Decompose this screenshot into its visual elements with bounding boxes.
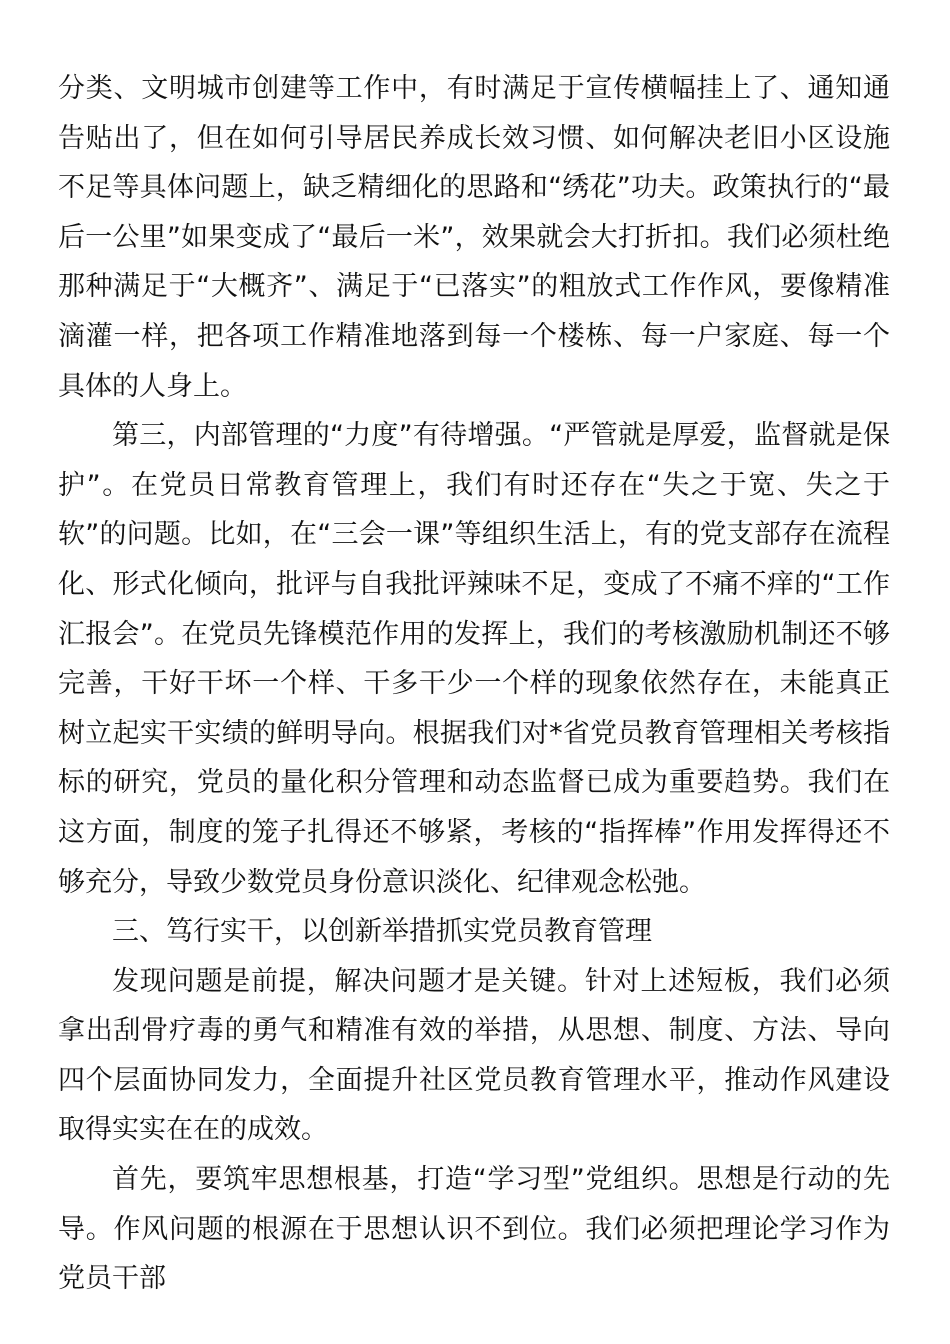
paragraph-continuation: 分类、文明城市创建等工作中，有时满足于宣传横幅挂上了、通知通告贴出了，但在如何引导居民养成长效习惯、如何解决老旧小区设施不足等具体问题上，缺乏精细化的思路和“绣花”功夫。政策执行的“最后一公里”如果变成了“最后一米”，效果就会大打折扣。我们必须杜绝那种满足于“大概齐”、满足于“已落实”的粗放式工作作风，要像精准滴灌一样，把各项工作精准地落到每一个楼栋、每一户家庭、每一个具体的人身上。 (58, 73, 890, 402)
document-body (58, 64, 890, 1304)
section-heading: 三、笃行实干，以创新举措抓实党员教育管理 (112, 916, 652, 948)
paragraph-ideological-foundation: 首先，要筑牢思想根基，打造“学习型”党组织。思想是行动的先导。作风问题的根源在于思想认识不到位。我们必须把理论学习作为党员干部 (58, 1164, 890, 1295)
paragraph-internal-management: 第三，内部管理的“力度”有待增强。“严管就是厚爱，监督就是保护”。在党员日常教育管理上，我们有时还存在“失之于宽、失之于软”的问题。比如，在“三会一课”等组织生活上，有的党支部存在流程化、形式化倾向，批评与自我批评辣味不足，变成了不痛不痒的“工作汇报会”。在党员先锋模范作用的发挥上，我们的考核激励机制还不够完善，干好干坏一个样、干多干少一个样的现象依然存在，未能真正树立起实干实绩的鲜明导向。根据我们对*省党员教育管理相关考核指标的研究，党员的量化积分管理和动态监督已成为重要趋势。我们在这方面，制度的笼子扎得还不够紧，考核的“指挥棒”作用发挥得还不够充分，导致少数党员身份意识淡化、纪律观念松弛。 (58, 420, 890, 898)
paragraph-solutions-intro: 发现问题是前提，解决问题才是关键。针对上述短板，我们必须拿出刮骨疗毒的勇气和精准有效的举措，从思想、制度、方法、导向四个层面协同发力，全面提升社区党员教育管理水平，推动作风建设取得实实在在的成效。 (58, 965, 890, 1146)
